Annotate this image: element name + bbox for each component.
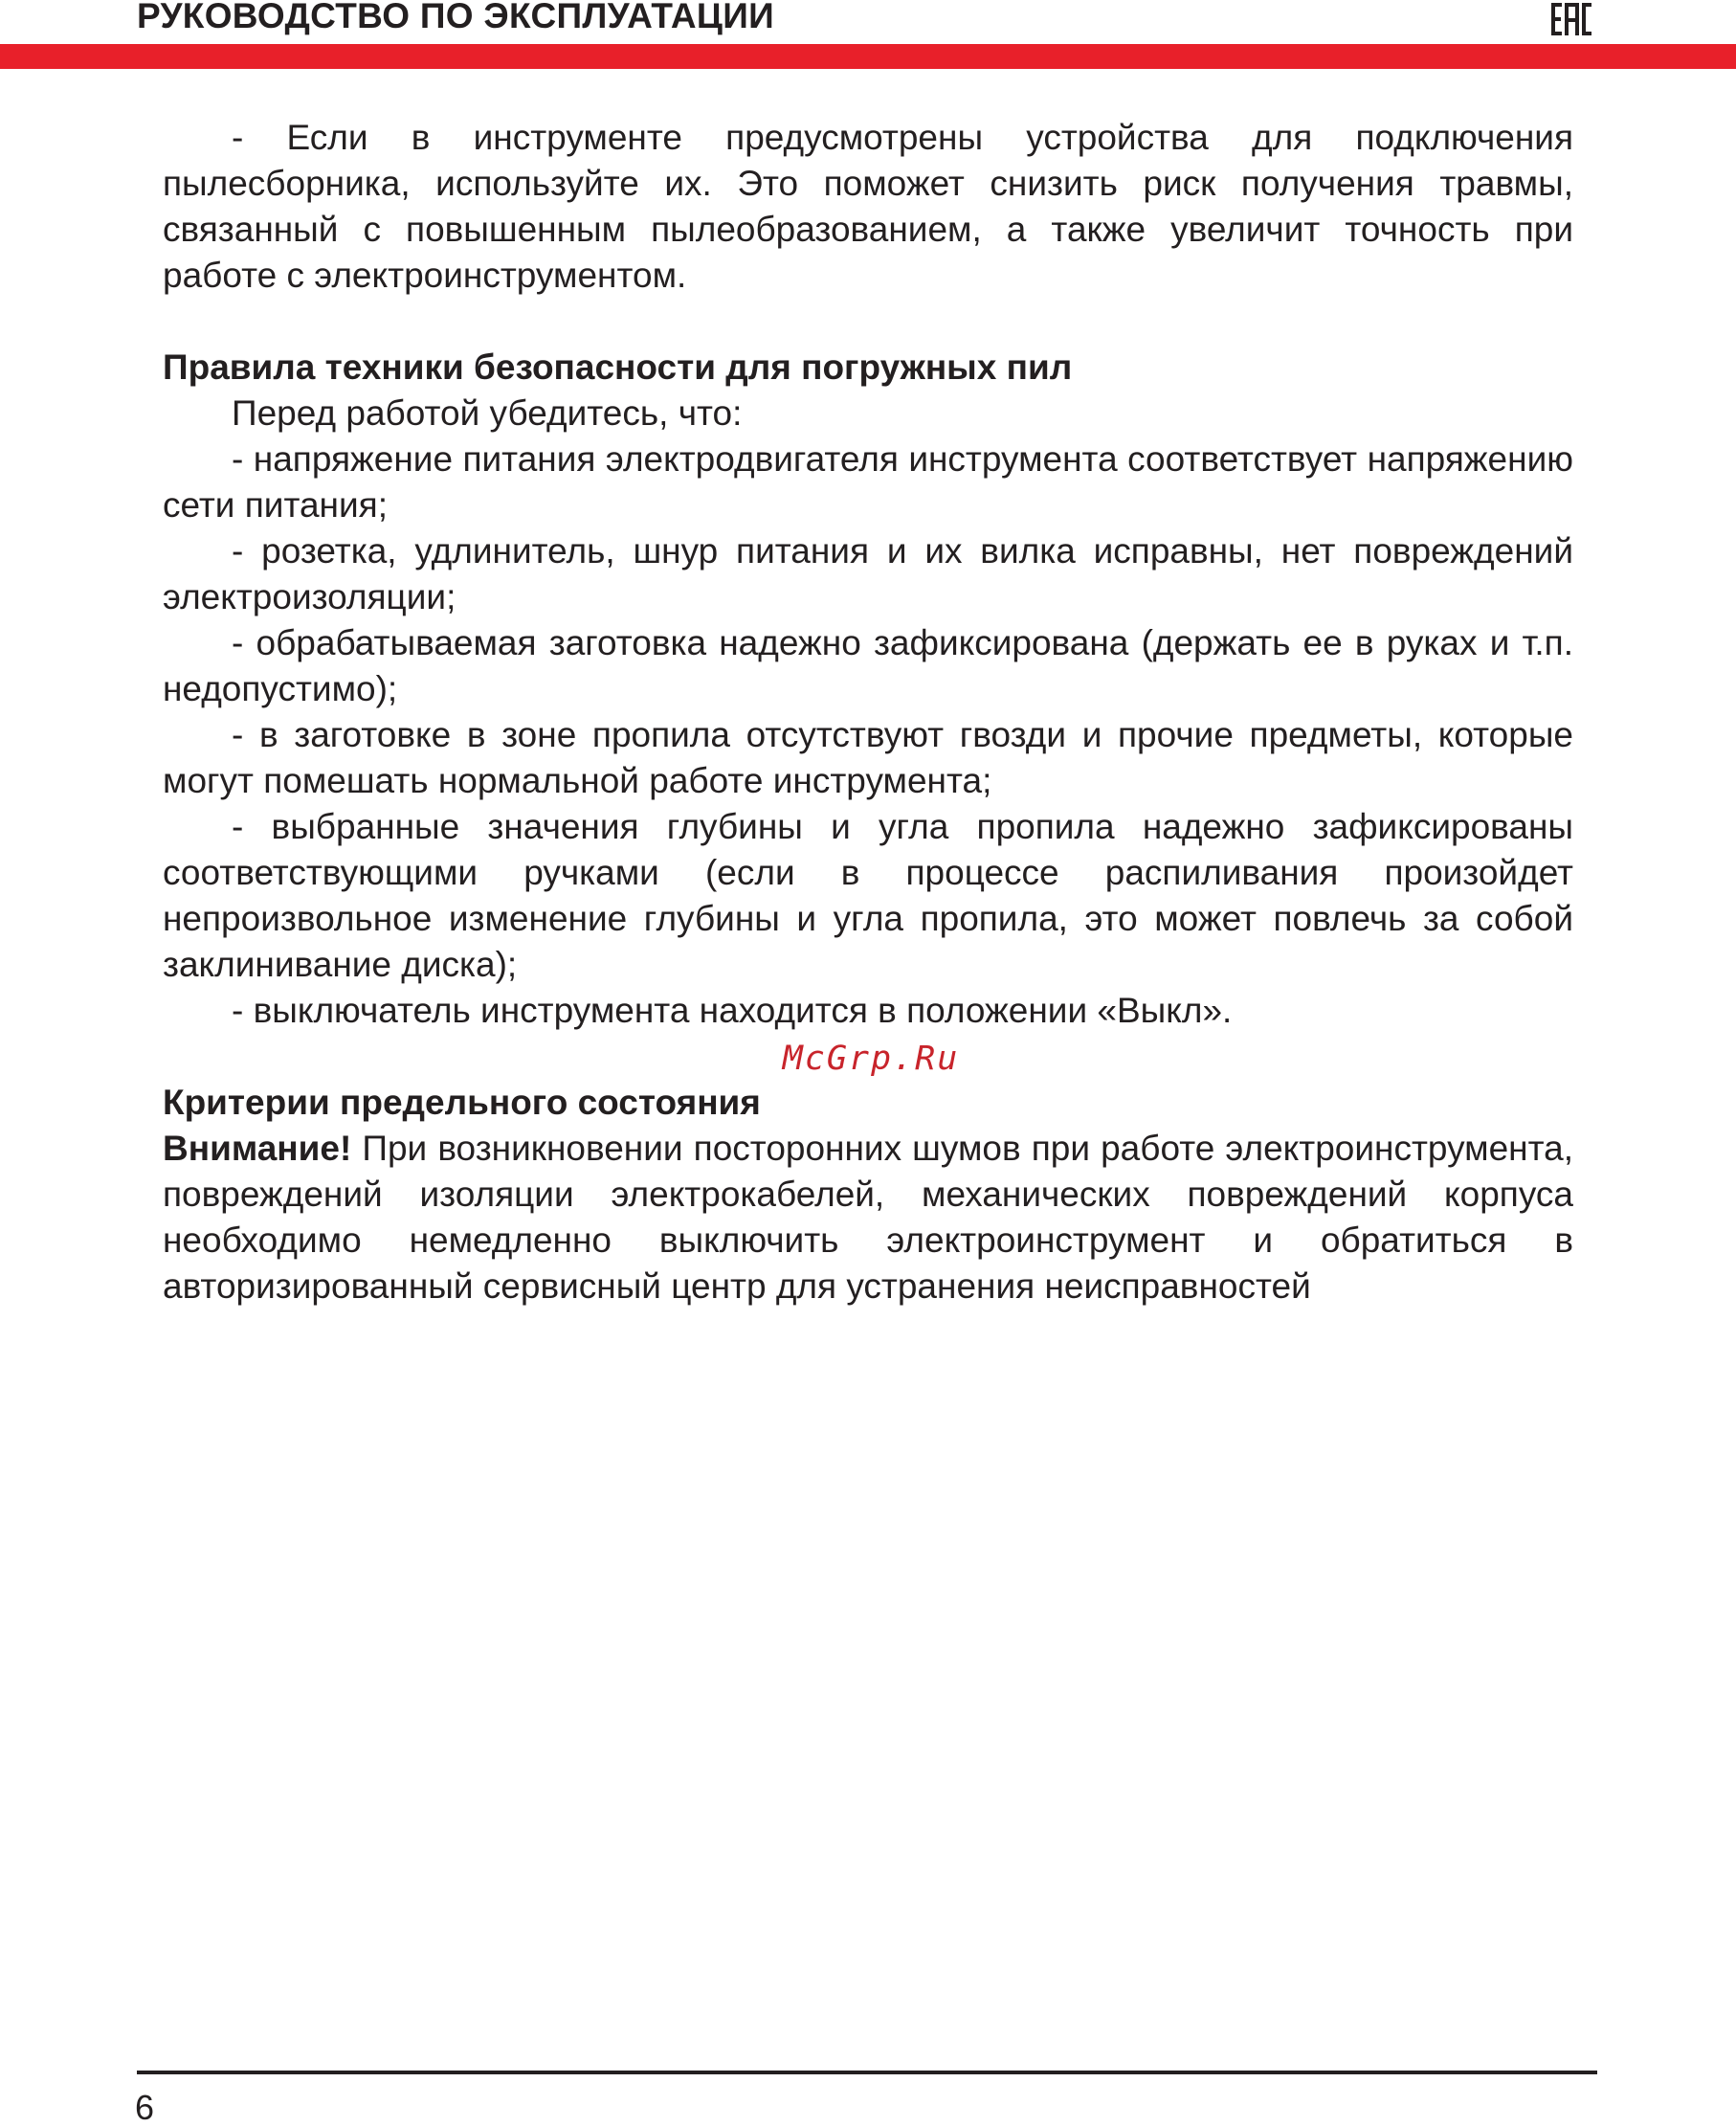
safety-rule-item: - в заготовке в зоне пропила отсутствуют гвозди и прочие предметы, которые могут помешать нормальной работе инструмента;	[163, 715, 1573, 800]
limit-state-heading: Критерии предельного состояния	[163, 1083, 761, 1122]
attention-label: Внимание!	[163, 1129, 352, 1168]
watermark-text: McGrp.Ru	[782, 1040, 960, 1078]
watermark	[163, 1034, 1573, 1080]
safety-rule-item: - напряжение питания электродвигателя инструмента соответствует напряжению сети питания;	[163, 439, 1573, 525]
page-number: 6	[135, 2088, 155, 2127]
safety-rules-lead: Перед работой убедитесь, что:	[232, 393, 743, 433]
safety-rule-item: - розетка, удлинитель, шнур питания и их вилка исправны, нет повреждений электроизоляции;	[163, 531, 1573, 616]
header-red-band	[0, 44, 1736, 69]
footer-rule	[137, 2071, 1597, 2074]
safety-rule-item: - выключатель инструмента находится в положении «Выкл».	[232, 991, 1233, 1030]
page-content	[163, 115, 1573, 1310]
attention-text: При возникновении посторонних шумов при работе электроинструмента, повреждений изоляции электрокабелей, механических повреждений корпуса необходимо немедленно выключить электроинструмент и обратиться в авторизированный сервисный центр для устранения неисправностей	[163, 1129, 1573, 1306]
safety-rule-item: - выбранные значения глубины и угла пропила надежно зафиксированы соответствующими ручками (если в процессе распиливания произойдет непроизвольное изменение глубины и угла пропила, это может повлечь за собой заклинивание диска);	[163, 807, 1573, 984]
document-title: РУКОВОДСТВО ПО ЭКСПЛУАТАЦИИ	[137, 0, 775, 35]
safety-rule-item: - обрабатываемая заготовка надежно зафиксирована (держать ее в руках и т.п. недопустимо);	[163, 623, 1573, 708]
eac-certification-mark	[1550, 1, 1592, 37]
dust-collector-paragraph: - Если в инструменте предусмотрены устройства для подключения пылесборника, используйте их. Это поможет снизить риск получения травмы, связанный с повышенным пылеобразованием, а также увеличит точность при работе с электроинструментом.	[163, 118, 1573, 295]
safety-rules-heading: Правила техники безопасности для погружных пил	[163, 347, 1073, 387]
attention-paragraph	[163, 1126, 1573, 1310]
